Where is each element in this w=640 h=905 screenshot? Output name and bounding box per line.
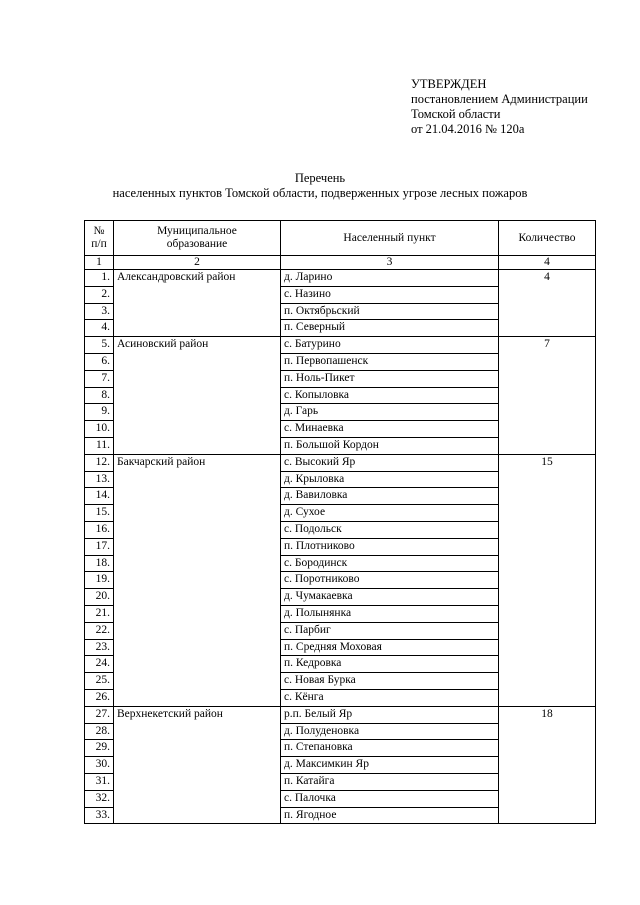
row-number: 9. [85, 404, 114, 421]
settlement-cell: п. Первопашенск [281, 353, 499, 370]
settlement-cell: п. Кедровка [281, 656, 499, 673]
district-cell: Бакчарский район [114, 454, 281, 706]
row-number: 32. [85, 790, 114, 807]
header-number-line-2: п/п [91, 238, 107, 250]
settlement-cell: с. Копыловка [281, 387, 499, 404]
approval-line-2: постановлением Администрации [411, 92, 588, 106]
settlements-table-body [85, 221, 596, 824]
settlement-cell: п. Степановка [281, 740, 499, 757]
document-title [0, 171, 640, 201]
row-number: 5. [85, 337, 114, 354]
row-number: 2. [85, 286, 114, 303]
settlement-cell: д. Полынянка [281, 605, 499, 622]
district-cell: Асиновский район [114, 337, 281, 455]
row-number: 1. [85, 270, 114, 287]
row-number: 23. [85, 639, 114, 656]
table-header-row [85, 221, 596, 256]
row-number: 6. [85, 353, 114, 370]
settlement-cell: д. Ларино [281, 270, 499, 287]
settlement-cell: д. Гарь [281, 404, 499, 421]
header-district [114, 221, 281, 256]
table-row [85, 706, 596, 723]
settlement-cell: с. Батурино [281, 337, 499, 354]
row-number: 3. [85, 303, 114, 320]
settlement-cell: с. Палочка [281, 790, 499, 807]
column-number-2: 2 [114, 256, 281, 270]
row-number: 11. [85, 437, 114, 454]
count-cell: 18 [499, 706, 596, 824]
row-number: 30. [85, 757, 114, 774]
row-number: 13. [85, 471, 114, 488]
row-number: 22. [85, 622, 114, 639]
count-cell: 15 [499, 454, 596, 706]
column-number-4: 4 [499, 256, 596, 270]
title-line-2: населенных пунктов Томской области, подверженных угрозе лесных пожаров [112, 186, 528, 200]
header-place: Населенный пункт [281, 221, 499, 256]
row-number: 14. [85, 488, 114, 505]
settlement-cell: п. Средняя Моховая [281, 639, 499, 656]
table-row [85, 337, 596, 354]
settlement-cell: д. Вавиловка [281, 488, 499, 505]
settlement-cell: п. Ноль-Пикет [281, 370, 499, 387]
approval-line-3: Томской области [411, 107, 501, 121]
row-number: 18. [85, 555, 114, 572]
approval-block [411, 77, 588, 137]
settlement-cell: с. Поротниково [281, 572, 499, 589]
row-number: 4. [85, 320, 114, 337]
table-row [85, 454, 596, 471]
settlement-cell: с. Назино [281, 286, 499, 303]
settlement-cell: п. Северный [281, 320, 499, 337]
row-number: 28. [85, 723, 114, 740]
title-line-1: Перечень [294, 171, 346, 185]
row-number: 7. [85, 370, 114, 387]
approval-line-4: от 21.04.2016 № 120а [411, 122, 525, 136]
settlement-cell: с. Высокий Яр [281, 454, 499, 471]
settlement-cell: с. Подольск [281, 521, 499, 538]
count-cell: 7 [499, 337, 596, 455]
row-number: 20. [85, 589, 114, 606]
settlement-cell: с. Бородинск [281, 555, 499, 572]
row-number: 16. [85, 521, 114, 538]
settlement-cell: п. Большой Кордон [281, 437, 499, 454]
column-number-1: 1 [85, 256, 114, 270]
settlement-cell: с. Кёнга [281, 689, 499, 706]
row-number: 17. [85, 538, 114, 555]
settlement-cell: д. Крыловка [281, 471, 499, 488]
row-number: 33. [85, 807, 114, 824]
row-number: 27. [85, 706, 114, 723]
settlement-cell: д. Максимкин Яр [281, 757, 499, 774]
settlement-cell: п. Октябрьский [281, 303, 499, 320]
settlement-cell: с. Новая Бурка [281, 673, 499, 690]
header-number-line-1: № [93, 225, 105, 237]
district-cell: Верхнекетский район [114, 706, 281, 824]
row-number: 12. [85, 454, 114, 471]
header-count: Количество [499, 221, 596, 256]
row-number: 8. [85, 387, 114, 404]
settlement-cell: п. Плотниково [281, 538, 499, 555]
row-number: 15. [85, 505, 114, 522]
settlement-cell: с. Парбиг [281, 622, 499, 639]
row-number: 26. [85, 689, 114, 706]
settlement-cell: д. Чумакаевка [281, 589, 499, 606]
row-number: 10. [85, 421, 114, 438]
table-row [85, 270, 596, 287]
header-district-line-2: образование [166, 238, 228, 250]
row-number: 21. [85, 605, 114, 622]
row-number: 29. [85, 740, 114, 757]
header-district-line-1: Муниципальное [157, 225, 237, 237]
row-number: 31. [85, 773, 114, 790]
settlement-cell: с. Минаевка [281, 421, 499, 438]
settlements-table [84, 220, 596, 824]
column-numbers-row [85, 256, 596, 270]
row-number: 25. [85, 673, 114, 690]
settlement-cell: р.п. Белый Яр [281, 706, 499, 723]
settlement-cell: п. Ягодное [281, 807, 499, 824]
approval-line-1: УТВЕРЖДЕН [411, 77, 487, 91]
settlement-cell: д. Полуденовка [281, 723, 499, 740]
settlement-cell: д. Сухое [281, 505, 499, 522]
column-number-3: 3 [281, 256, 499, 270]
count-cell: 4 [499, 270, 596, 337]
header-number [85, 221, 114, 256]
district-cell: Александровский район [114, 270, 281, 337]
settlement-cell: п. Катайга [281, 773, 499, 790]
row-number: 19. [85, 572, 114, 589]
row-number: 24. [85, 656, 114, 673]
